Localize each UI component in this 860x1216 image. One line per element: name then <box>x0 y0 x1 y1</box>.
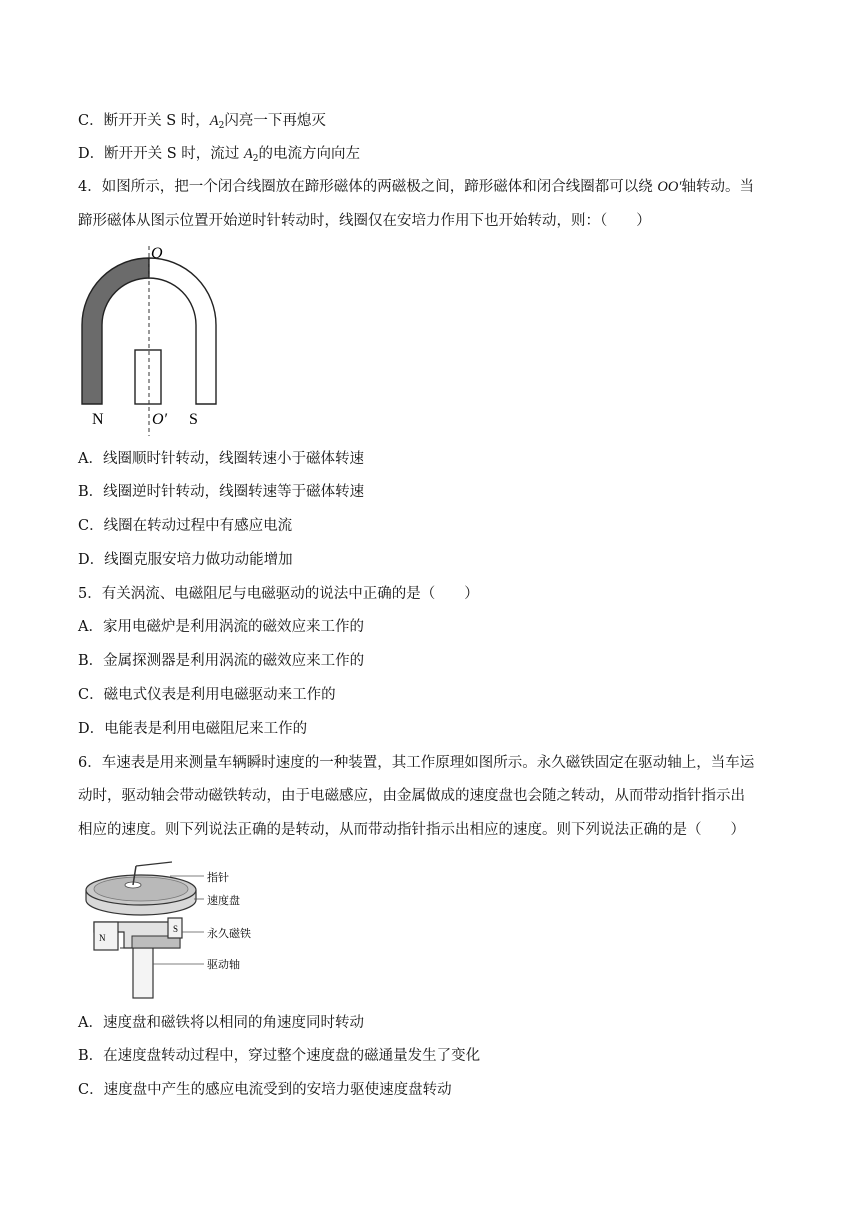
label-o: O <box>151 245 163 262</box>
label-pointer: 指针 <box>207 872 229 884</box>
question-5: 5．有关涡流、电磁阻尼与电磁驱动的说法中正确的是（ ） <box>78 586 479 602</box>
question-4-option-d: D．线圈克服安培力做功动能增加 <box>78 552 293 568</box>
label-permanent-magnet: 永久磁铁 <box>207 928 251 940</box>
magnet-label-s: S <box>173 924 179 934</box>
question-6-option-b: B．在速度盘转动过程中，穿过整个速度盘的磁通量发生了变化 <box>78 1048 481 1064</box>
label-s: S <box>189 411 198 428</box>
label-n: N <box>92 411 104 428</box>
question-5-option-d: D．电能表是利用电磁阻尼来工作的 <box>78 721 308 737</box>
question-5-option-b: B．金属探测器是利用涡流的磁效应来工作的 <box>78 653 365 669</box>
speedometer-figure <box>80 852 280 1000</box>
question-6-line-3: 相应的速度。则下列说法正确的是转动，从而带动指针指示出相应的速度。则下列说法正确的是（ ） <box>78 822 745 838</box>
option-c-previous: C．断开开关 S 时，$A_2$闪亮一下再熄灭 <box>78 113 326 131</box>
question-4-option-b: B．线圈逆时针转动，线圈转速等于磁体转速 <box>78 484 365 500</box>
question-4-line-2: 蹄形磁体从图示位置开始逆时针转动时，线圈仅在安培力作用下也开始转动，则：（ ） <box>78 213 651 229</box>
label-speed-disk: 速度盘 <box>207 895 240 907</box>
horseshoe-magnet-figure <box>72 242 242 438</box>
question-4-option-a: A．线圈顺时针转动，线圈转速小于磁体转速 <box>78 451 364 467</box>
question-6-line-1: 6．车速表是用来测量车辆瞬时速度的一种装置，其工作原理如图所示。永久磁铁固定在驱动轴上，当车运 <box>78 755 755 771</box>
label-o-prime: O′ <box>152 411 168 428</box>
question-4-line-1: 4．如图所示，把一个闭合线圈放在蹄形磁体的两磁极之间，蹄形磁体和闭合线圈都可以绕 OO′轴转动。当 <box>78 179 754 195</box>
question-5-option-a: A．家用电磁炉是利用涡流的磁效应来工作的 <box>78 619 364 635</box>
question-4-option-c: C．线圈在转动过程中有感应电流 <box>78 518 293 534</box>
option-d-previous: D．断开开关 S 时，流过 $A_2$的电流方向向左 <box>78 146 360 164</box>
question-5-option-c: C．磁电式仪表是利用电磁驱动来工作的 <box>78 687 336 703</box>
question-6-line-2: 动时，驱动轴会带动磁铁转动，由于电磁感应，由金属做成的速度盘也会随之转动，从而带动指针指示出 <box>78 788 745 804</box>
label-drive-shaft: 驱动轴 <box>207 959 240 971</box>
question-6-option-a: A．速度盘和磁铁将以相同的角速度同时转动 <box>78 1015 364 1031</box>
question-6-option-c: C．速度盘中产生的感应电流受到的安培力驱使速度盘转动 <box>78 1082 452 1098</box>
magnet-label-n: N <box>99 933 106 943</box>
